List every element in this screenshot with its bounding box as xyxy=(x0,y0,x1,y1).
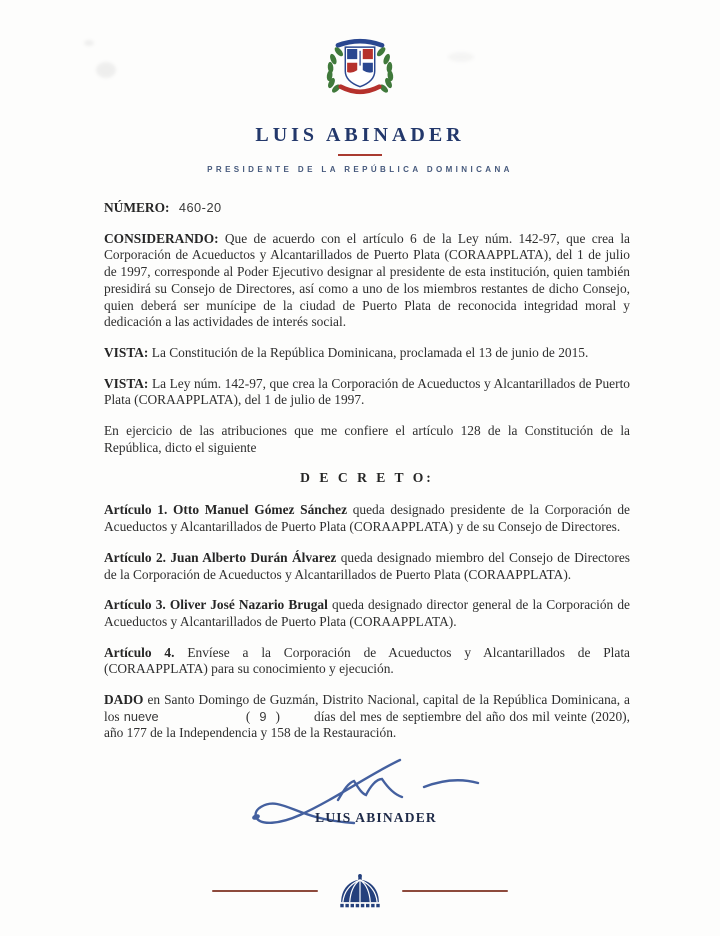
paren-open: ( xyxy=(245,708,251,724)
article-2-bold: Artículo 2. Juan Alberto Durán Álvarez xyxy=(104,549,337,565)
preamble-text: En ejercicio de las atribuciones que me confiere el artículo 128 de la Constitución de la República, dicto el siguiente xyxy=(104,423,630,455)
article-3-bold: Artículo 3. Oliver José Nazario Brugal xyxy=(104,597,328,613)
vista-1-paragraph xyxy=(104,345,630,362)
footer-ornament xyxy=(0,872,720,910)
vista-2-paragraph xyxy=(104,376,630,409)
article-2-text: queda designado miembro del Consejo de Directores de la Corporación de Acueductos y Alcantarillados de Puerto Plata (CORAAPPLATA). xyxy=(104,549,630,582)
red-divider-rule xyxy=(338,154,382,156)
dado-text-before: en Santo Domingo de Guzmán, Distrito Nacional, capital de la República Dominicana, a los xyxy=(104,692,630,724)
article-4-bold: Artículo 4. xyxy=(104,644,175,660)
article-3-paragraph xyxy=(104,597,630,630)
coat-of-arms-icon xyxy=(314,32,406,112)
signatory-name: LUIS ABINADER xyxy=(315,810,437,826)
article-1-text: queda designado presidente de la Corporación de Acueductos y Alcantarillados de Puerto Plata (CORAAPPLATA) y de su Consejo de Directores. xyxy=(104,502,630,535)
dado-text-after: días del mes de septiembre del año dos mil veinte (2020), año 177 de la Independencia y 158 de la Restauración. xyxy=(104,708,630,741)
signature-block xyxy=(104,756,630,826)
article-1-bold: Artículo 1. Otto Manuel Gómez Sánchez xyxy=(104,502,348,518)
letterhead xyxy=(0,0,720,174)
considerando-label: CONSIDERANDO: xyxy=(104,230,219,246)
scan-artifact xyxy=(448,52,474,62)
dado-label: DADO xyxy=(104,692,144,708)
scan-artifact xyxy=(84,40,94,46)
vista-1-label: VISTA: xyxy=(104,344,149,360)
considerando-paragraph xyxy=(104,231,630,331)
article-4-paragraph xyxy=(104,645,630,678)
article-1-paragraph xyxy=(104,502,630,535)
decreto-heading: D E C R E T O: xyxy=(300,470,434,486)
vista-1-text: La Constitución de la República Dominicana, proclamada el 13 de junio de 2015. xyxy=(151,344,589,360)
preamble-paragraph xyxy=(104,423,630,456)
scan-artifact xyxy=(96,62,116,78)
decree-number-line xyxy=(104,200,630,217)
article-3-text: queda designado director general de la Corporación de Acueductos y Alcantarillados de Puerto Plata (CORAAPPLATA). xyxy=(104,597,630,629)
dado-paragraph xyxy=(104,692,630,742)
paren-close: ) xyxy=(275,708,280,724)
decree-number-value: 460-20 xyxy=(178,200,222,215)
decree-body xyxy=(104,200,630,826)
day-word-filled-value: nueve xyxy=(123,708,159,724)
palace-dome-icon xyxy=(336,872,384,910)
footer-rule-left xyxy=(212,890,318,892)
footer-rule-right xyxy=(402,890,508,892)
decree-number-label: NÚMERO: xyxy=(104,200,170,215)
day-number-field xyxy=(246,709,310,726)
president-subtitle: PRESIDENTE DE LA REPÚBLICA DOMINICANA xyxy=(207,165,513,174)
considerando-text: Que de acuerdo con el artículo 6 de la Ley núm. 142-97, que crea la Corporación de Acueductos y Alcantarillados de Puerto Plata (CORAAPPLATA), del 1 de julio de 1997, corresponde al Poder Ejecutivo designar al presidente de esta institución, quien también presidirá su Consejo de Directores, así como a uno de los miembros restantes de dicho Consejo, quien deberá ser munícipe de la ciudad de Puerto Plata de reconocida integridad moral y dedicación a las actividades de interés social. xyxy=(104,230,630,330)
vista-2-label: VISTA: xyxy=(104,375,149,391)
day-number-filled-value: 9 xyxy=(259,708,267,724)
vista-2-text: La Ley núm. 142-97, que crea la Corporación de Acueductos y Alcantarillados de Puerto Plata (CORAAPPLATA), del 1 de julio de 1997. xyxy=(104,375,630,408)
article-2-paragraph xyxy=(104,550,630,583)
president-name-heading: LUIS ABINADER xyxy=(255,124,465,146)
article-4-text: Envíese a la Corporación de Acueductos y Alcantarillados de Plata (CORAAPPLATA) para su conocimiento y ejecución. xyxy=(104,644,631,677)
